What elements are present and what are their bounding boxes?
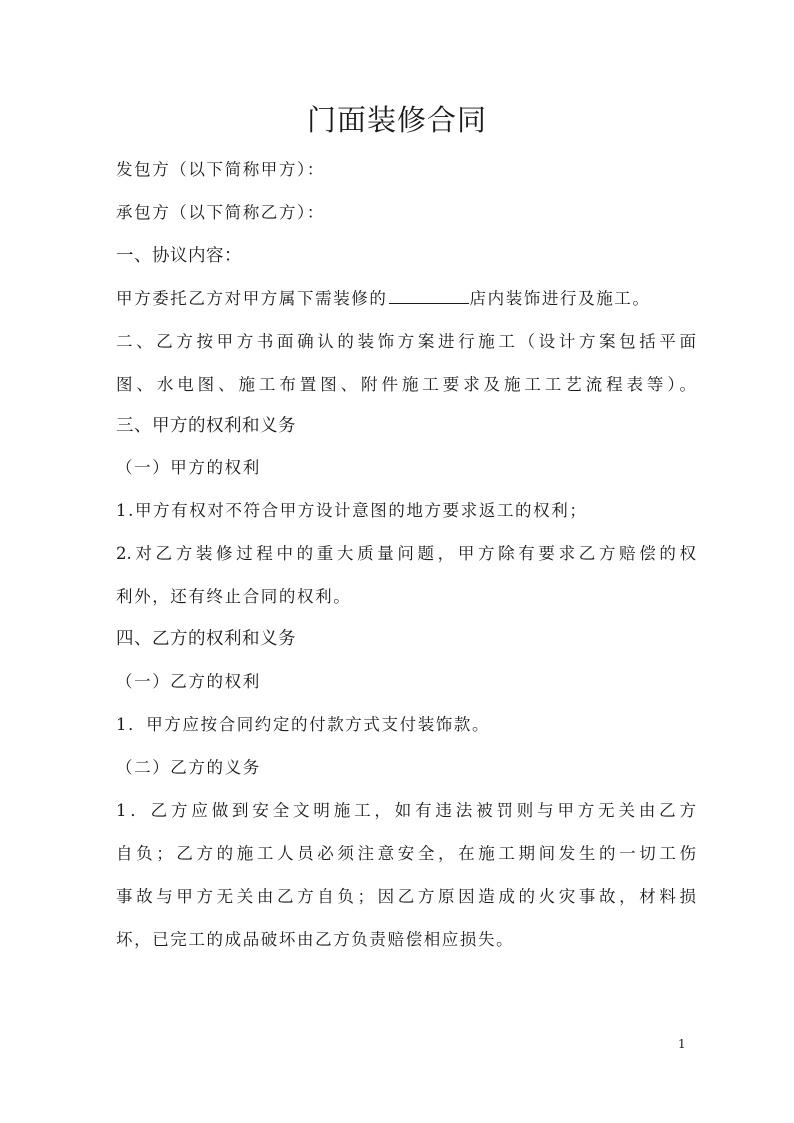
fill-in-blank[interactable] xyxy=(389,285,469,304)
section1-text-before: 甲方委托乙方对甲方属下需装修的 xyxy=(116,289,388,308)
section3-heading: 三、甲方的权利和义务 xyxy=(116,416,296,436)
section3-item2-line2: 利外，还有终止合同的权利。 xyxy=(116,587,352,606)
section3-sub1: （一）甲方的权利 xyxy=(116,458,261,477)
section2-line2: 图、水电图、施工布置图、附件施工要求及施工工艺流程表等）。 xyxy=(116,375,696,394)
section4-duty-line3: 事故与甲方无关由乙方自负；因乙方原因造成的火灾事故，材料损 xyxy=(116,887,696,906)
party-b-line: 承包方（以下简称乙方）： xyxy=(116,203,325,222)
section4-sub2: （二）乙方的义务 xyxy=(116,758,261,777)
section1-text xyxy=(116,285,696,313)
section1-heading: 一、协议内容： xyxy=(116,246,242,266)
section4-sub1: （一）乙方的权利 xyxy=(116,672,261,691)
section4-duty-line4: 坏，已完工的成品破坏由乙方负责赔偿相应损失。 xyxy=(116,930,515,949)
page-number: 1 xyxy=(678,1037,686,1051)
section4-item1: 1．甲方应按合同约定的付款方式支付装饰款。 xyxy=(116,715,491,734)
section4-duty-line1: 1．乙方应做到安全文明施工，如有违法被罚则与甲方无关由乙方 xyxy=(116,801,696,820)
section4-heading: 四、乙方的权利和义务 xyxy=(116,629,296,649)
party-a-line: 发包方（以下简称甲方）： xyxy=(116,160,325,179)
section4-duty-line2: 自负；乙方的施工人员必须注意安全，在施工期间发生的一切工伤 xyxy=(116,844,696,863)
section3-item1: 1.甲方有权对不符合甲方设计意图的地方要求返工的权利； xyxy=(116,501,588,520)
section1-text-after: 店内装饰进行及施工。 xyxy=(469,289,651,308)
section2-line1: 二、乙方按甲方书面确认的装饰方案进行施工（设计方案包括平面 xyxy=(116,332,696,351)
section3-item2-line1: 2.对乙方装修过程中的重大质量问题，甲方除有要求乙方赔偿的权 xyxy=(116,544,696,563)
document-title: 门面装修合同 xyxy=(306,103,487,137)
